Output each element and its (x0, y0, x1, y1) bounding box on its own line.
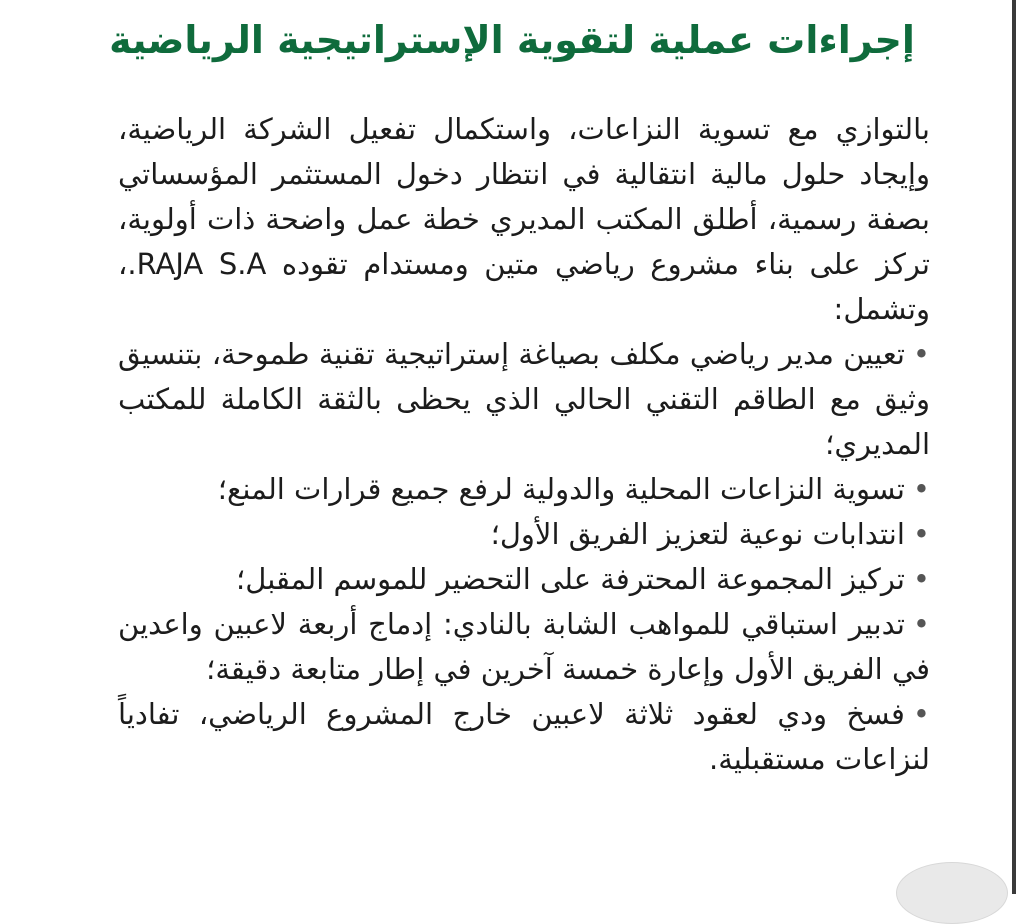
bullet-icon: • (912, 562, 930, 596)
page-edge-border (1012, 0, 1016, 894)
list-item-text: تركيز المجموعة المحترفة على التحضير للموسم المقبل؛ (236, 562, 905, 596)
list-item (118, 557, 930, 602)
bullet-icon: • (912, 517, 930, 551)
scroll-corner-indicator (896, 862, 1008, 924)
list-item (118, 332, 930, 467)
list-item-text: تسوية النزاعات المحلية والدولية لرفع جميع قرارات المنع؛ (217, 472, 905, 506)
article-body (118, 107, 930, 782)
bullet-icon: • (912, 472, 930, 506)
bullet-icon: • (912, 607, 930, 641)
bullet-icon: • (912, 697, 930, 731)
list-item (118, 602, 930, 692)
bullet-icon: • (912, 337, 930, 371)
list-item (118, 512, 930, 557)
list-item-text: انتدابات نوعية لتعزيز الفريق الأول؛ (490, 517, 905, 551)
list-item-text: تدبير استباقي للمواهب الشابة بالنادي: إدماج أربعة لاعبين واعدين في الفريق الأول وإعارة خمسة آخرين في إطار متابعة دقيقة؛ (118, 607, 930, 686)
list-item (118, 692, 930, 782)
list-item-text: تعيين مدير رياضي مكلف بصياغة إستراتيجية تقنية طموحة، بتنسيق وثيق مع الطاقم التقني الحالي الذي يحظى بالثقة الكاملة للمكتب المديري؛ (118, 337, 930, 461)
intro-paragraph: بالتوازي مع تسوية النزاعات، واستكمال تفعيل الشركة الرياضية، وإيجاد حلول مالية انتقالية في انتظار دخول المستثمر المؤسساتي بصفة رسمية، أطلق المكتب المديري خطة عمل واضحة ذات أولوية، تركز على بناء مشروع رياضي متين ومستدام تقوده RAJA S.A.، وتشمل: (118, 112, 930, 326)
list-item-text: فسخ ودي لعقود ثلاثة لاعبين خارج المشروع الرياضي، تفادياً لنزاعات مستقبلية. (118, 697, 930, 776)
list-item (118, 467, 930, 512)
page-title: إجراءات عملية لتقوية الإستراتيجية الرياضية (109, 18, 915, 62)
action-list (118, 332, 930, 782)
